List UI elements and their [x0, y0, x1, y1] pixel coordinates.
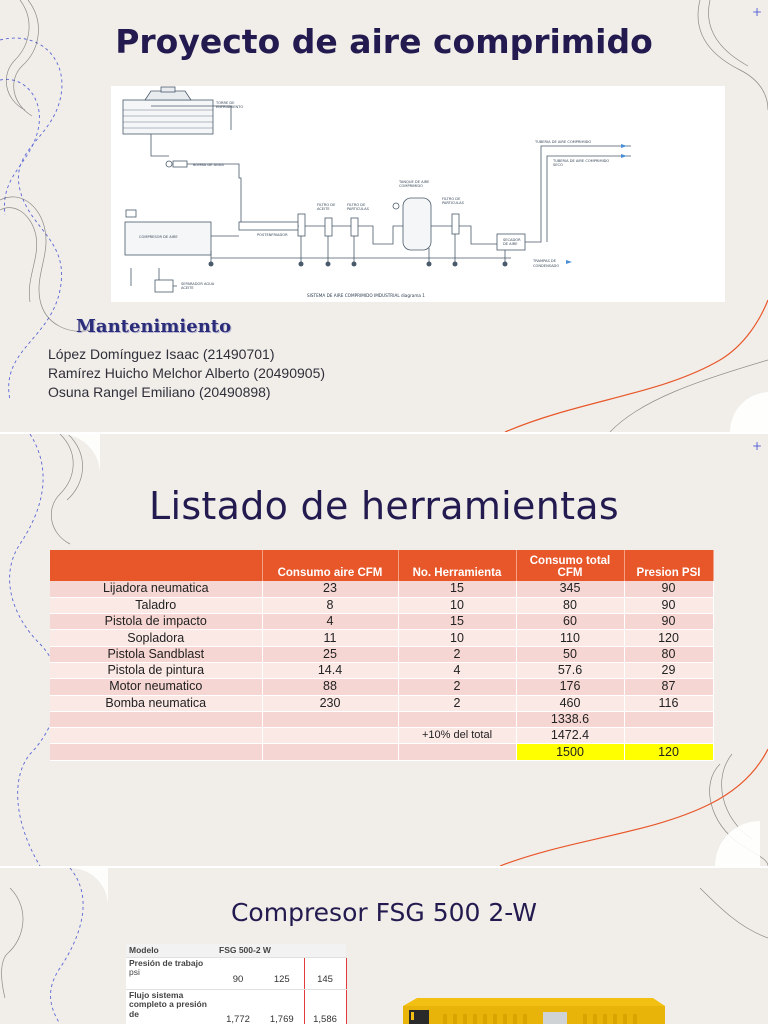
- table-cell: 90: [624, 581, 713, 597]
- label-condensate-1: TRAMPAS DE: [533, 259, 556, 263]
- highlighted-total-psi: 120: [624, 744, 713, 760]
- label-pipe-dry-1: TUBERIA DE AIRE COMPRIMIDO: [553, 159, 610, 163]
- table-cell: [398, 744, 516, 760]
- table-cell: 15: [398, 581, 516, 597]
- spec-value: 145: [304, 957, 346, 989]
- table-cell: 2: [398, 679, 516, 695]
- team-member: Ramírez Huicho Melchor Alberto (20490905): [48, 365, 326, 381]
- table-cell: 15: [398, 614, 516, 630]
- table-cell: 345: [516, 581, 624, 597]
- table-row: [50, 646, 713, 662]
- table-cell: [50, 744, 262, 760]
- table-cell: [398, 711, 516, 727]
- label-water-pump: BOMBA DE AGUA: [193, 163, 224, 167]
- tools-table: [50, 550, 714, 761]
- label-condensate-2: CONDENSADO: [533, 264, 560, 268]
- label-dryer-1: SECADOR: [503, 238, 521, 242]
- table-cell: [624, 711, 713, 727]
- table-cell: 4: [262, 614, 398, 630]
- label-dryer-2: DE AIRE: [503, 242, 518, 246]
- column-header: No. Herramienta: [398, 550, 516, 581]
- spec-value: 1,769: [260, 989, 304, 1024]
- table-cell: 11: [262, 630, 398, 646]
- table-cell: 230: [262, 695, 398, 711]
- compressor-spec-table: [126, 944, 346, 1024]
- table-cell: 120: [624, 630, 713, 646]
- table-cell: 87: [624, 679, 713, 695]
- table-cell: 57.6: [516, 662, 624, 678]
- label-cooling-tower-1: TORRE DE: [216, 101, 235, 105]
- table-cell: [50, 728, 262, 744]
- label-particle-filter-1a: FILTRO DE: [347, 203, 366, 207]
- label-particle-filter-2a: FILTRO DE: [442, 197, 461, 201]
- spec-value: 1,586: [304, 989, 346, 1024]
- compressed-air-system-diagram: [111, 86, 725, 302]
- compressor-image: [403, 992, 665, 1024]
- spec-header-label: Modelo: [126, 944, 216, 957]
- table-cell: 116: [624, 695, 713, 711]
- table-cell: 110: [516, 630, 624, 646]
- label-separator-2: ACEITE: [181, 286, 194, 290]
- table-cell: 60: [516, 614, 624, 630]
- table-cell: [262, 728, 398, 744]
- table-row: [50, 630, 713, 646]
- table-row: [50, 614, 713, 630]
- table-row: [50, 679, 713, 695]
- label-aftercooler: POSTENFRIADOR: [257, 233, 288, 237]
- table-cell: Bomba neumatica: [50, 695, 262, 711]
- table-cell: [50, 711, 262, 727]
- team-members-list: [48, 345, 325, 402]
- table-cell: 14.4: [262, 662, 398, 678]
- slide-1: [0, 0, 768, 432]
- spec-header-row: [126, 944, 346, 957]
- label-separator-1: SEPARADOR AGUA: [181, 282, 215, 286]
- page-title: Compresor FSG 500 2-W: [230, 898, 538, 927]
- spec-value: 90: [216, 957, 260, 989]
- label-tank-2: COMPRIMIDO: [399, 184, 423, 188]
- spec-value: 1,772: [216, 989, 260, 1024]
- label-pipe-compressed: TUBERIA DE AIRE COMPRIMIDO: [535, 140, 592, 144]
- spec-value: 125: [260, 957, 304, 989]
- table-cell: 80: [516, 597, 624, 613]
- svg-text:+: +: [752, 5, 763, 19]
- table-cell: Motor neumatico: [50, 679, 262, 695]
- table-cell: Taladro: [50, 597, 262, 613]
- label-particle-filter-2b: PARTICULAS: [442, 201, 464, 205]
- table-header-row: [50, 550, 713, 581]
- table-row: [50, 597, 713, 613]
- table-row: [50, 695, 713, 711]
- table-row-total: [50, 744, 713, 760]
- table-cell: [262, 744, 398, 760]
- table-cell: 90: [624, 614, 713, 630]
- table-cell: [624, 728, 713, 744]
- table-row: [50, 581, 713, 597]
- table-cell: 460: [516, 695, 624, 711]
- table-cell: 29: [624, 662, 713, 678]
- table-row-subtotal: [50, 711, 713, 727]
- maintenance-heading: Mantenimiento: [76, 316, 232, 337]
- label-pipe-dry-2: SECO: [553, 163, 563, 167]
- diagram-drawing: [111, 86, 725, 302]
- table-cell: Pistola de impacto: [50, 614, 262, 630]
- table-cell: 1472.4: [516, 728, 624, 744]
- page-title: Listado de herramientas: [149, 484, 619, 528]
- table-cell: 88: [262, 679, 398, 695]
- table-cell: 50: [516, 646, 624, 662]
- label-compressor: COMPRESOR DE AIRE: [139, 235, 178, 239]
- page-title: Proyecto de aire comprimido: [115, 22, 653, 61]
- table-row-plus-ten-percent: [50, 728, 713, 744]
- table-cell: 90: [624, 597, 713, 613]
- label-oil-filter-1: FILTRO DE: [317, 203, 336, 207]
- svg-text:+: +: [752, 439, 763, 453]
- table-cell: [262, 711, 398, 727]
- table-cell: 1338.6: [516, 711, 624, 727]
- slide-3: [0, 868, 768, 1024]
- slide-2: [0, 434, 768, 866]
- label-cooling-tower-2: ENFRIAMIENTO: [216, 105, 244, 109]
- table-cell: 2: [398, 646, 516, 662]
- spec-row-label: [126, 957, 216, 989]
- diagram-caption: SISTEMA DE AIRE COMPRIMIDO IMDUSTRIAL diagrama 1: [307, 293, 425, 298]
- table-cell: 10: [398, 597, 516, 613]
- table-row: [50, 662, 713, 678]
- highlighted-total-cfm: 1500: [516, 744, 624, 760]
- spec-label-unit: psi: [129, 967, 140, 977]
- table-cell: Lijadora neumatica: [50, 581, 262, 597]
- table-cell: 80: [624, 646, 713, 662]
- label-tank-1: TANQUE DE AIRE: [399, 180, 430, 184]
- table-cell: 23: [262, 581, 398, 597]
- table-cell: Pistola Sandblast: [50, 646, 262, 662]
- table-cell: 25: [262, 646, 398, 662]
- table-cell: +10% del total: [398, 728, 516, 744]
- column-header: Consumo aire CFM: [262, 550, 398, 581]
- spec-header-model: FSG 500-2 W: [216, 944, 346, 957]
- column-header: [50, 550, 262, 581]
- column-header: Presion PSI: [624, 550, 713, 581]
- spec-row: [126, 957, 346, 989]
- label-particle-filter-1b: PARTICULAS: [347, 207, 369, 211]
- label-oil-filter-2: ACEITE: [317, 207, 330, 211]
- table-cell: 2: [398, 695, 516, 711]
- spec-row: [126, 989, 346, 1024]
- table-cell: Pistola de pintura: [50, 662, 262, 678]
- column-header: Consumo total CFM: [516, 550, 624, 581]
- table-cell: 10: [398, 630, 516, 646]
- team-member: Osuna Rangel Emiliano (20490898): [48, 384, 271, 400]
- spec-row-label: Flujo sistema completo a presión de: [126, 989, 216, 1024]
- table-cell: Sopladora: [50, 630, 262, 646]
- table-cell: 4: [398, 662, 516, 678]
- team-member: López Domínguez Isaac (21490701): [48, 346, 275, 362]
- table-cell: 176: [516, 679, 624, 695]
- spec-label-text: Presión de trabajo: [129, 957, 204, 968]
- table-cell: 8: [262, 597, 398, 613]
